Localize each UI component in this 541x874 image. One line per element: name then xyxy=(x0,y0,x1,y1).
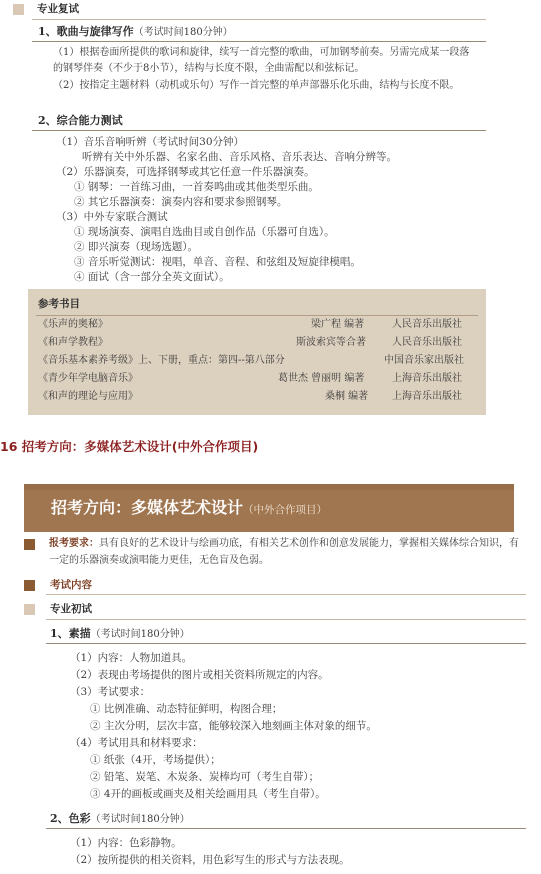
reference-book: 《音乐基本素养考级》上、下册，重点：第四--第八部分 xyxy=(38,355,285,366)
bullet-square xyxy=(24,580,35,591)
reference-book: 《和声学教程》 xyxy=(38,337,108,348)
prelim-heading: 专业初试 xyxy=(50,603,92,615)
list-item: （1）音乐音响听辨（考试时间30分钟） xyxy=(56,136,245,148)
list-item: ① 现场演奏、演唱自选曲目或自创作品（乐器可自选）。 xyxy=(74,226,335,238)
list-item: ③ 音乐听觉测试：视唱，单音、音程、和弦组及短旋律模唱。 xyxy=(74,256,361,268)
reference-book: 《和声的理论与应用》 xyxy=(38,391,138,402)
list-item: 听辨有关中外乐器、名家名曲、音乐风格、音乐表达、音响分辨等。 xyxy=(82,151,397,163)
reference-publisher: 中国音乐家出版社 xyxy=(384,355,464,366)
divider xyxy=(46,643,526,644)
requirement-paragraph xyxy=(49,535,519,569)
subsection-title: 2、综合能力测试 xyxy=(38,114,123,127)
paragraph: （2）按指定主题材料（动机或乐句）写作一首完整的单声部器乐化乐曲，结构与长度不限。 xyxy=(53,80,460,91)
list-item: ③ 4开的画板或画夹及相关绘画用具（考生自带）。 xyxy=(90,788,326,800)
reference-row xyxy=(28,352,486,370)
subsection-title: 1、素描（考试时间180分钟） xyxy=(50,627,190,640)
reference-publisher: 上海音乐出版社 xyxy=(392,391,462,402)
list-item: ② 即兴演奏（现场选题）。 xyxy=(74,241,199,253)
reference-row xyxy=(28,316,486,334)
bullet-square xyxy=(24,604,35,615)
reference-author: 梁广程 编著 xyxy=(311,319,365,330)
section-heading-16: 16 招考方向：多媒体艺术设计(中外合作项目) xyxy=(0,439,259,454)
divider xyxy=(32,19,486,20)
bullet-square xyxy=(24,539,35,550)
list-item: （2）按所提供的相关资料，用色彩写生的形式与方法表现。 xyxy=(70,854,350,866)
list-item: ② 铅笔、炭笔、木炭条、炭棒均可（考生自带）； xyxy=(90,771,320,783)
banner xyxy=(24,484,514,532)
list-item: ① 纸张（4开，考场提供）； xyxy=(90,754,221,766)
reference-publisher: 上海音乐出版社 xyxy=(392,373,462,384)
divider xyxy=(32,130,486,131)
list-item: （3）考试要求： xyxy=(70,686,151,698)
list-item: （1）内容：人物加道具。 xyxy=(70,652,193,664)
divider xyxy=(32,41,486,42)
list-item: （1）内容：色彩静物。 xyxy=(70,837,182,849)
banner-shade xyxy=(24,484,514,490)
list-item: ② 主次分明，层次丰富，能够较深入地刻画主体对象的细节。 xyxy=(90,720,377,732)
list-item: （2）表现由考场提供的图片或相关资料所规定的内容。 xyxy=(70,669,329,681)
paragraph: （1）根据卷面所提供的歌词和旋律，续写一首完整的歌曲，可加钢琴前奏。另需完成某一段落的钢琴伴奏（不少于8小节），结构与长度不限，全曲需配以和弦标记。 xyxy=(53,47,470,74)
list-item: ① 比例准确、动态特征鲜明，构图合理； xyxy=(90,703,283,715)
list-item: （3）中外专家联合测试 xyxy=(56,211,168,223)
reference-author: 桑桐 编著 xyxy=(325,391,369,402)
references-box xyxy=(28,289,486,415)
list-item: ② 其它乐器演奏：演奏内容和要求参照钢琴。 xyxy=(74,196,288,208)
reference-row xyxy=(28,388,486,406)
reference-author: 斯波索宾等合著 xyxy=(296,337,366,348)
subsection-title: 1、歌曲与旋律写作（考试时间180分钟） xyxy=(38,25,233,38)
reference-author: 葛世杰 曾丽明 编著 xyxy=(278,373,365,384)
reference-row xyxy=(28,334,486,352)
subsection-title: 2、色彩（考试时间180分钟） xyxy=(50,812,190,825)
reference-publisher: 人民音乐出版社 xyxy=(392,337,462,348)
section-heading: 专业复试 xyxy=(37,3,79,15)
exam-content-heading: 考试内容 xyxy=(50,579,92,591)
banner-subtitle: （中外合作项目） xyxy=(243,504,328,516)
banner-title-text: 招考方向：多媒体艺术设计 xyxy=(51,498,244,517)
list-item: ④ 面试（含一部分全英文面试）。 xyxy=(74,271,230,283)
requirement-label: 报考要求： xyxy=(49,538,99,549)
list-item: （2）乐器演奏，可选择钢琴或其它任意一件乐器演奏。 xyxy=(56,166,315,178)
reference-book: 《乐声的奥秘》 xyxy=(38,319,108,330)
banner-title xyxy=(51,497,327,521)
divider xyxy=(46,594,526,595)
divider xyxy=(46,619,526,620)
reference-book: 《青少年学电脑音乐》 xyxy=(38,373,138,384)
list-item: （4）考试用具和材料要求： xyxy=(70,737,203,749)
bullet-square xyxy=(13,4,24,15)
reference-row xyxy=(28,370,486,388)
references-title: 参考书目 xyxy=(38,298,80,310)
requirement-text: 具有良好的艺术设计与绘画功底，有相关艺术创作和创意发展能力，掌握相关媒体综合知识，有一定的乐器演奏或演唱能力更佳，无色盲及色弱。 xyxy=(49,538,519,566)
divider xyxy=(46,828,526,829)
list-item: ① 钢琴：一首练习曲，一首奏鸣曲或其他类型乐曲。 xyxy=(74,181,319,193)
reference-publisher: 人民音乐出版社 xyxy=(392,319,462,330)
